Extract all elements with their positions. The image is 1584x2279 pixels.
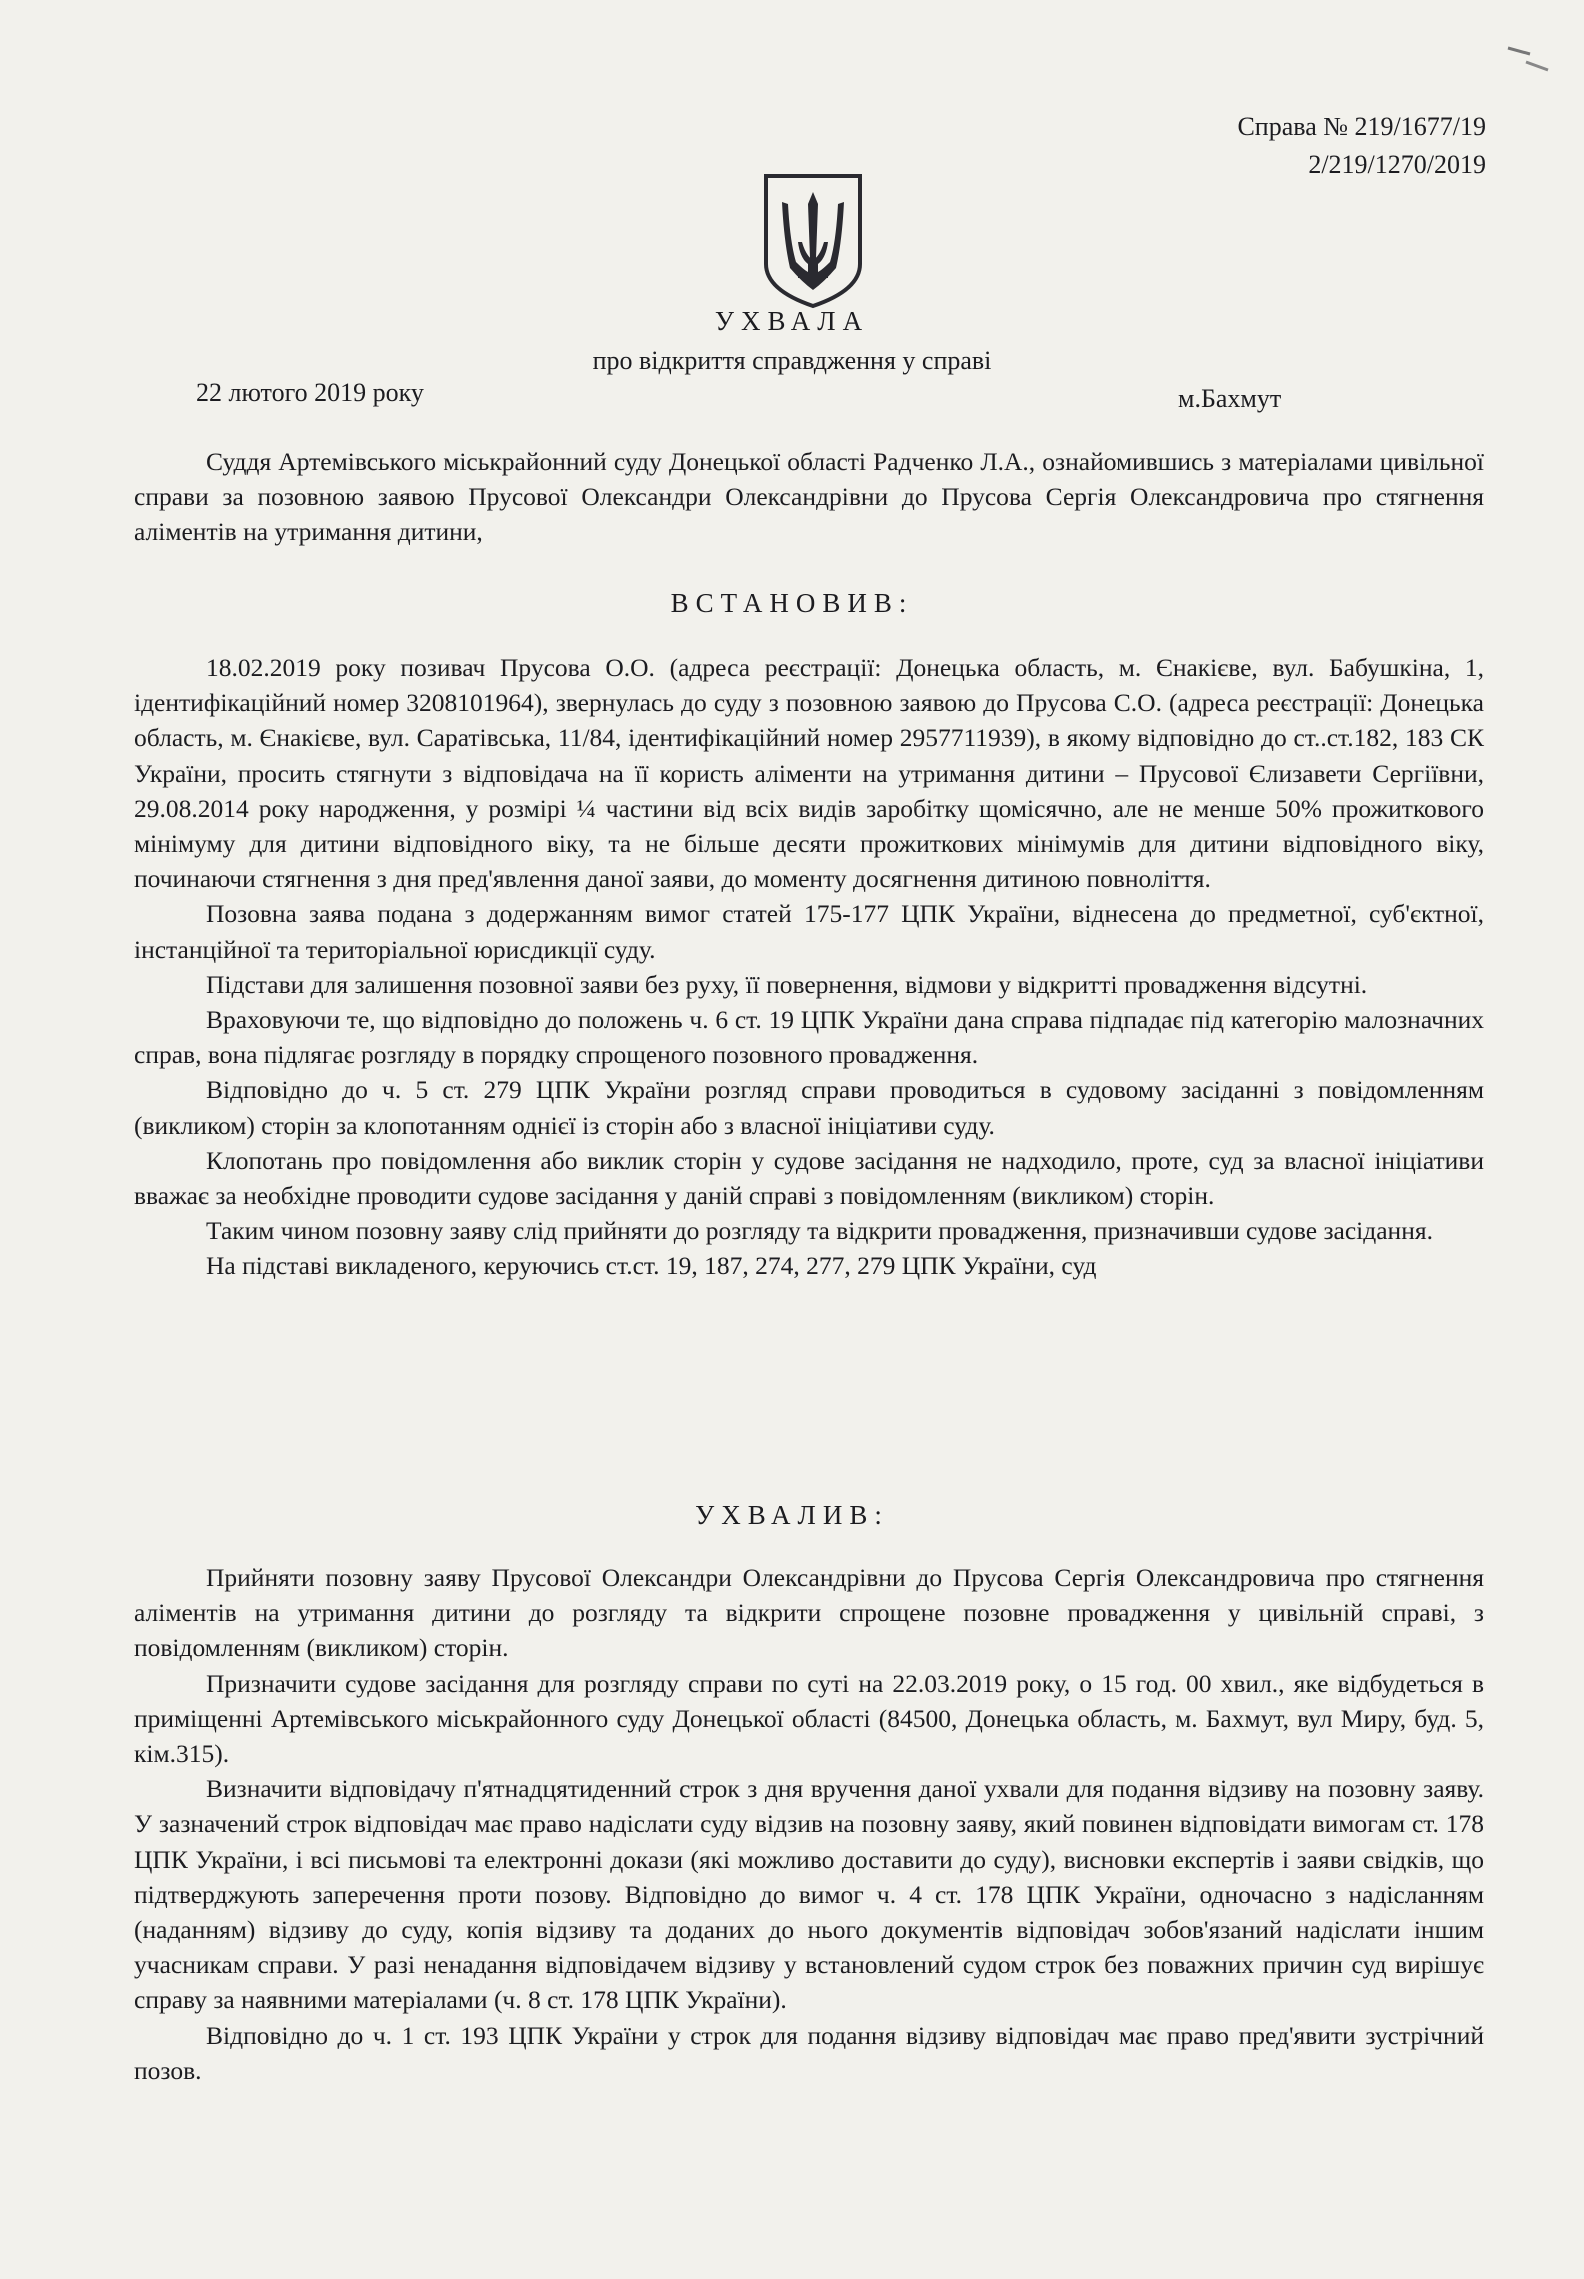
document-city: м.Бахмут xyxy=(1178,384,1282,413)
established-paragraph-3: Підстави для залишення позовної заяви без руху, її повернення, відмови у відкритті провадження відсутні. xyxy=(206,969,1368,999)
established-paragraph-7: Таким чином позовну заяву слід прийняти до розгляду та відкрити провадження, призначивши судове засідання. xyxy=(206,1216,1433,1246)
established-paragraph-8: На підставі викладеного, керуючись ст.ст. 19, 187, 274, 277, 279 ЦПК України, суд xyxy=(206,1251,1097,1281)
established-block xyxy=(134,650,1484,1284)
document-subtitle: про відкриття справдження у справі xyxy=(592,346,992,375)
ruled-paragraph-4: Відповідно до ч. 1 ст. 193 ЦПК України у строк для подання відзиву відповідач має право пред'явити зустрічний позов. xyxy=(134,2020,1484,2085)
document-date: 22 лютого 2019 року xyxy=(196,378,424,407)
ruled-heading: УХВАЛИВ: xyxy=(695,1500,889,1530)
ruled-paragraph-3: Визначити відповідачу п'ятнадцятиденний строк з дня вручення даної ухвали для подання відзиву на позовну заяву. У зазначений строк відповідач має право надіслати суду відзив на позовну заяву, який повинен відповідати вимогам ст. 178 ЦПК України, і всі письмові та електронні докази (які можливо доставити до суду), висновки експертів і заяви свідків, що підтверджують заперечення проти позову. Відповідно до вимог ч. 4 ст. 178 ЦПК України, одночасно з надісланням (наданням) відзиву до суду, копія відзиву та доданих до нього документів відповідач зобов'язаний надіслати іншим учасникам справи. У разі ненадання відповідачем відзиву у встановлений судом строк без поважних причин суд вирішує справу за наявними матеріалами (ч. 8 ст. 178 ЦПК України). xyxy=(134,1774,1484,2015)
case-number-line-2: 2/219/1270/2019 xyxy=(1308,150,1486,179)
ukraine-trident-icon xyxy=(760,172,866,310)
case-number xyxy=(1237,108,1486,184)
intro-paragraph: Суддя Артемівського міськрайонний суду Донецької області Радченко Л.А., ознайомившись з матеріалами цивільної справи за позовною заявою Прусової Олександри Олександрівни до Прусова Сергія Олександровича про стягнення аліментів на утримання дитини, xyxy=(134,447,1484,547)
document-title: УХВАЛА xyxy=(714,306,870,336)
established-paragraph-4: Враховуючи те, що відповідно до положень ч. 6 ст. 19 ЦПК України дана справа підпадає під категорію малозначних справ, вона підлягає розгляду в порядку спрощеного позовного провадження. xyxy=(134,1005,1484,1070)
ruled-paragraph-2: Призначити судове засідання для розгляду справи по суті на 22.03.2019 року, о 15 год. 00 хвил., яке відбудеться в приміщенні Артемівського міськрайонного суду Донецької області (84500, Донецька область, м. Бахмут, вул Миру, буд. 5, кім.315). xyxy=(134,1668,1484,1769)
established-paragraph-2: Позовна заява подана з додержанням вимог статей 175-177 ЦПК України, віднесена до предметної, суб'єктної, інстанційної та територіальної юрисдикції суду. xyxy=(134,899,1484,964)
established-heading: ВСТАНОВИВ: xyxy=(670,588,914,618)
intro-block xyxy=(134,444,1484,550)
established-paragraph-5: Відповідно до ч. 5 ст. 279 ЦПК України розгляд справи проводиться в судовому засіданні з повідомленням (викликом) сторін за клопотанням однієї із сторін або з власної ініціативи суду. xyxy=(134,1075,1484,1140)
ruled-block xyxy=(134,1560,1484,2088)
established-paragraph-1: 18.02.2019 року позивач Прусова О.О. (адреса реєстрації: Донецька область, м. Єнакієве, вул. Бабушкіна, 1, ідентифікаційний номер 3208101964), звернулась до суду з позовною заявою до Прусова С.О. (адреса реєстрації: Донецька область, м. Єнакієве, вул. Саратівська, 11/84, ідентифікаційний номер 2957711939), в якому відповідно до ст..ст.182, 183 СК України, просить стягнути з відповідача на її користь аліменти на утримання дитини – Прусової Єлизавети Сергіївни, 29.08.2014 року народження, у розмірі ¼ частини від всіх видів заробітку щомісячно, але не менше 50% прожиткового мінімуму для дитини відповідного віку, та не більше десяти прожиткових мінімумів для дитини відповідного віку, починаючи стягнення з дня пред'явлення даної заяви, до моменту досягнення дитиною повноліття. xyxy=(134,653,1484,894)
case-number-line-1: Справа № 219/1677/19 xyxy=(1237,112,1486,141)
ruled-paragraph-1: Прийняти позовну заяву Прусової Олександри Олександрівни до Прусова Сергія Олександровича про стягнення аліментів на утримання дитини до розгляду та відкрити спрощене позовне провадження у цивільній справі, з повідомленням (викликом) сторін. xyxy=(134,1563,1484,1663)
established-paragraph-6: Клопотань про повідомлення або виклик сторін у судове засідання не надходило, проте, суд за власної ініціативи вважає за необхідне проводити судове засідання у даній справі з повідомленням (викликом) сторін. xyxy=(134,1145,1484,1211)
staple-mark-icon xyxy=(1504,40,1554,80)
